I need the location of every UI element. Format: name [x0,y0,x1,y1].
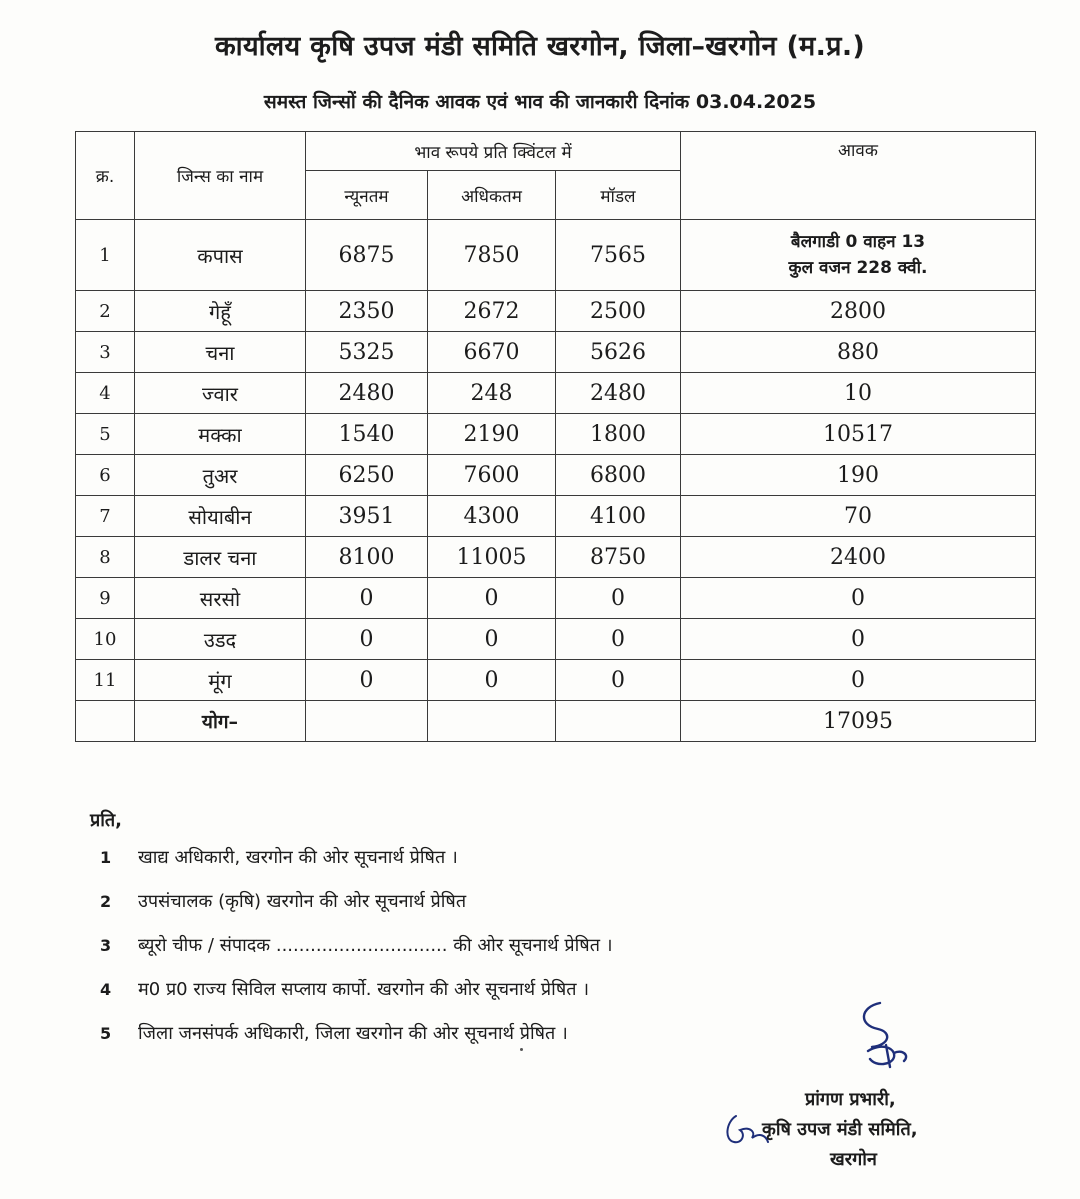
cell-max: 0 [428,619,556,660]
cell-total-label: योग– [135,701,306,742]
arrival-vehicles: बैलगाडी 0 वाहन 13 [790,232,926,252]
cell-serial: 8 [76,537,135,578]
cell-max: 0 [428,578,556,619]
cell-commodity: उडद [135,619,306,660]
cell-arrival: 0 [681,619,1036,660]
copy-to-text: खाद्य अधिकारी, खरगोन की ओर सूचनार्थ प्रेषित । [138,847,458,868]
copy-to-item [100,879,800,923]
header-max: अधिकतम [428,171,556,220]
table-row [76,619,1036,660]
cell-serial: 1 [76,220,135,291]
table-row [76,373,1036,414]
header-min: न्यूनतम [306,171,428,220]
cell-min: 6250 [306,455,428,496]
cell-commodity: सोयाबीन [135,496,306,537]
cell-serial: 9 [76,578,135,619]
cell-serial: 3 [76,332,135,373]
cell-total-arrival: 17095 [681,701,1036,742]
arrival-weight: कुल वजन 228 क्वी. [788,258,928,278]
cell-commodity: तुअर [135,455,306,496]
cell-max: 11005 [428,537,556,578]
cell-commodity: डालर चना [135,537,306,578]
document-subtitle: समस्त जिन्सों की दैनिक आवक एवं भाव की जानकारी दिनांक 03.04.2025 [263,91,817,113]
table-row [76,578,1036,619]
signatory-designation: प्रांगण प्रभारी, [805,1089,896,1110]
rates-table [75,131,1036,742]
header-serial: क्र. [76,132,135,220]
cell-modal: 7565 [556,220,681,291]
cell-commodity: सरसो [135,578,306,619]
cell-min: 0 [306,660,428,701]
table-row [76,220,1036,291]
table-row [76,291,1036,332]
table-row [76,537,1036,578]
cell-arrival: 0 [681,660,1036,701]
copy-to-item [100,1011,800,1055]
cell-min [306,701,428,742]
copy-to-list [100,835,800,1055]
cell-min: 2350 [306,291,428,332]
cell-arrival: 0 [681,578,1036,619]
cell-modal: 5626 [556,332,681,373]
cell-arrival: 2800 [681,291,1036,332]
cell-serial: 4 [76,373,135,414]
header-rate-group: भाव रूपये प्रति क्विंटल में [306,132,681,171]
cell-commodity: गेहूँ [135,291,306,332]
cell-min: 0 [306,578,428,619]
table-row [76,332,1036,373]
cell-modal: 0 [556,619,681,660]
cell-arrival: 190 [681,455,1036,496]
cell-serial: 10 [76,619,135,660]
cell-max: 2190 [428,414,556,455]
cell-commodity: मक्का [135,414,306,455]
copy-to-text: जिला जनसंपर्क अधिकारी, जिला खरगोन की ओर सूचनार्थ प्रेषित । [138,1023,568,1044]
speck [520,1048,523,1051]
cell-min: 8100 [306,537,428,578]
cell-modal: 6800 [556,455,681,496]
copy-to-number: 5 [100,1023,112,1043]
cell-max: 6670 [428,332,556,373]
cell-arrival: 70 [681,496,1036,537]
cell-max [428,701,556,742]
cell-serial: 5 [76,414,135,455]
signature-mark [850,995,920,1075]
table-row [76,414,1036,455]
cell-modal: 0 [556,578,681,619]
cell-commodity: चना [135,332,306,373]
cell-modal: 2500 [556,291,681,332]
copy-to-item [100,967,800,1011]
cell-arrival [681,220,1036,291]
header-commodity-name: जिन्स का नाम [135,132,306,220]
cell-modal: 0 [556,660,681,701]
cell-max: 7600 [428,455,556,496]
cell-modal [556,701,681,742]
copy-to-text: ब्यूरो चीफ / संपादक .............................. की ओर सूचनार्थ प्रेषित । [138,935,613,956]
cell-min: 0 [306,619,428,660]
cell-arrival: 880 [681,332,1036,373]
cell-min: 2480 [306,373,428,414]
signatory-place: खरगोन [830,1149,877,1170]
table-row [76,496,1036,537]
cell-commodity: कपास [135,220,306,291]
cell-arrival: 2400 [681,537,1036,578]
copy-to-item [100,923,800,967]
cell-max: 2672 [428,291,556,332]
cell-modal: 8750 [556,537,681,578]
total-row [76,701,1036,742]
cell-serial: 7 [76,496,135,537]
cell-arrival: 10517 [681,414,1036,455]
cell-modal: 4100 [556,496,681,537]
cell-max: 7850 [428,220,556,291]
document-title: कार्यालय कृषि उपज मंडी समिति खरगोन, जिला–खरगोन (म.प्र.) [214,31,866,62]
cell-max: 0 [428,660,556,701]
cell-serial: 2 [76,291,135,332]
cell-serial: 6 [76,455,135,496]
signatory-office: कृषि उपज मंडी समिति, [762,1119,918,1140]
table-row [76,660,1036,701]
copy-to-number: 2 [100,891,112,911]
copy-to-item [100,835,800,879]
cell-modal: 2480 [556,373,681,414]
header-arrival: आवक [681,132,1036,220]
copy-to-number: 3 [100,935,112,955]
copy-to-text: म0 प्र0 राज्य सिविल सप्लाय कार्पो. खरगोन की ओर सूचनार्थ प्रेषित । [138,979,590,1000]
cell-serial: 11 [76,660,135,701]
cell-commodity: मूंग [135,660,306,701]
cell-min: 1540 [306,414,428,455]
cell-min: 6875 [306,220,428,291]
header-modal: मॉडल [556,171,681,220]
signatory-block [700,1085,1020,1175]
cell-arrival: 10 [681,373,1036,414]
copy-to-number: 4 [100,979,112,999]
cell-max: 248 [428,373,556,414]
cell-max: 4300 [428,496,556,537]
cell-min: 3951 [306,496,428,537]
table-row [76,455,1036,496]
copy-to-number: 1 [100,847,112,867]
cell-modal: 1800 [556,414,681,455]
cell-min: 5325 [306,332,428,373]
cell-commodity: ज्वार [135,373,306,414]
copy-to-text: उपसंचालक (कृषि) खरगोन की ओर सूचनार्थ प्रेषित [138,891,467,912]
copy-to-heading: प्रति, [90,810,123,831]
cell-serial [76,701,135,742]
